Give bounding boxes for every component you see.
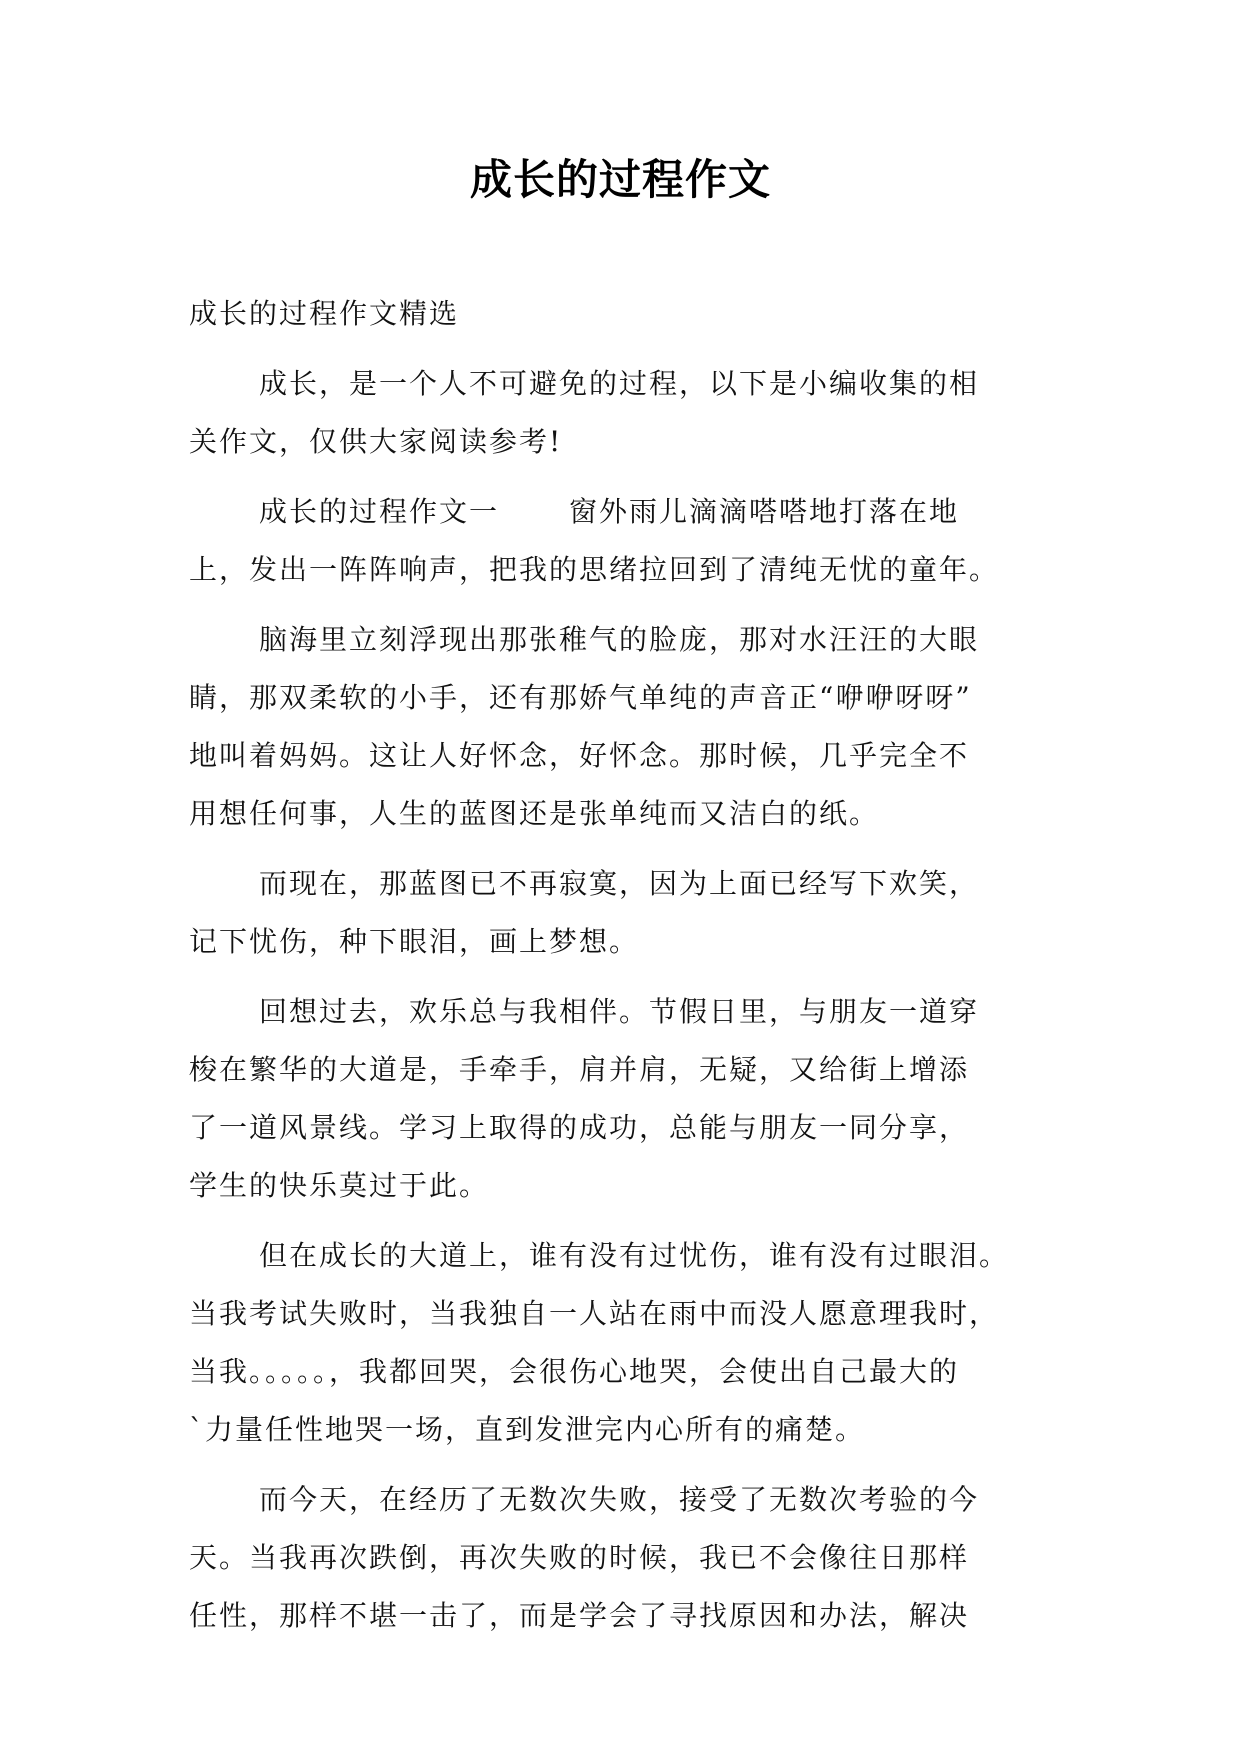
document-title: 成长的过程作文 <box>469 155 771 204</box>
text-line: 而今天，在经历了无数次失败，接受了无数次考验的今 <box>259 1483 980 1516</box>
text-line: 当我考试失败时，当我独自一人站在雨中而没人愿意理我时， <box>189 1297 1000 1330</box>
text-line: 地叫着妈妈。这让人好怀念，好怀念。那时候，几乎完全不 <box>189 739 970 772</box>
text-line: 而现在，那蓝图已不再寂寞，因为上面已经写下欢笑， <box>259 867 980 900</box>
text-line: 用想任何事，人生的蓝图还是张单纯而又洁白的纸。 <box>189 797 880 830</box>
text-line: 成长的过程作文精选 <box>189 297 460 330</box>
text-line: 成长，是一个人不可避免的过程，以下是小编收集的相 <box>259 367 980 400</box>
paragraph <box>189 611 1059 843</box>
text-line: 天。当我再次跌倒，再次失败的时候，我已不会像往日那样 <box>189 1541 970 1574</box>
text-line: 但在成长的大道上，谁有没有过忧伤，谁有没有过眼泪。 <box>259 1239 1010 1272</box>
text-line: 睛，那双柔软的小手，还有那娇气单纯的声音正“咿咿呀呀” <box>189 681 972 714</box>
text-line <box>189 483 1059 541</box>
document-body <box>189 285 1059 1657</box>
section-heading: 成长的过程作文一 <box>259 495 500 528</box>
paragraph <box>189 483 1059 599</box>
paragraph <box>189 983 1059 1215</box>
text-line: 脑海里立刻浮现出那张稚气的脸庞，那对水汪汪的大眼 <box>259 623 980 656</box>
paragraph <box>189 1227 1059 1459</box>
paragraph <box>189 1471 1059 1645</box>
text-line: `力量任性地哭一场，直到发泄完内心所有的痛楚。 <box>189 1413 866 1446</box>
text-line: 任性，那样不堪一击了，而是学会了寻找原因和办法，解决 <box>189 1599 970 1632</box>
text-line: 记下忧伤，种下眼泪，画上梦想。 <box>189 925 640 958</box>
subtitle-line <box>189 285 1059 343</box>
text-line: 关作文，仅供大家阅读参考! <box>189 425 563 458</box>
text-line: 学生的快乐莫过于此。 <box>189 1169 490 1202</box>
text-line: 梭在繁华的大道是，手牵手，肩并肩，无疑，又给街上增添 <box>189 1053 970 1086</box>
paragraph <box>189 855 1059 971</box>
paragraph <box>189 355 1059 471</box>
text-line: 了一道风景线。学习上取得的成功，总能与朋友一同分享， <box>189 1111 970 1144</box>
text-line: 上，发出一阵阵响声，把我的思绪拉回到了清纯无忧的童年。 <box>189 553 1000 586</box>
text-line: 回想过去，欢乐总与我相伴。节假日里，与朋友一道穿 <box>259 995 980 1028</box>
text-line: 当我。。。。。，我都回哭，会很伤心地哭，会使出自己最大的 <box>189 1355 960 1388</box>
text-fragment: 窗外雨儿滴滴嗒嗒地打落在地 <box>569 495 960 528</box>
